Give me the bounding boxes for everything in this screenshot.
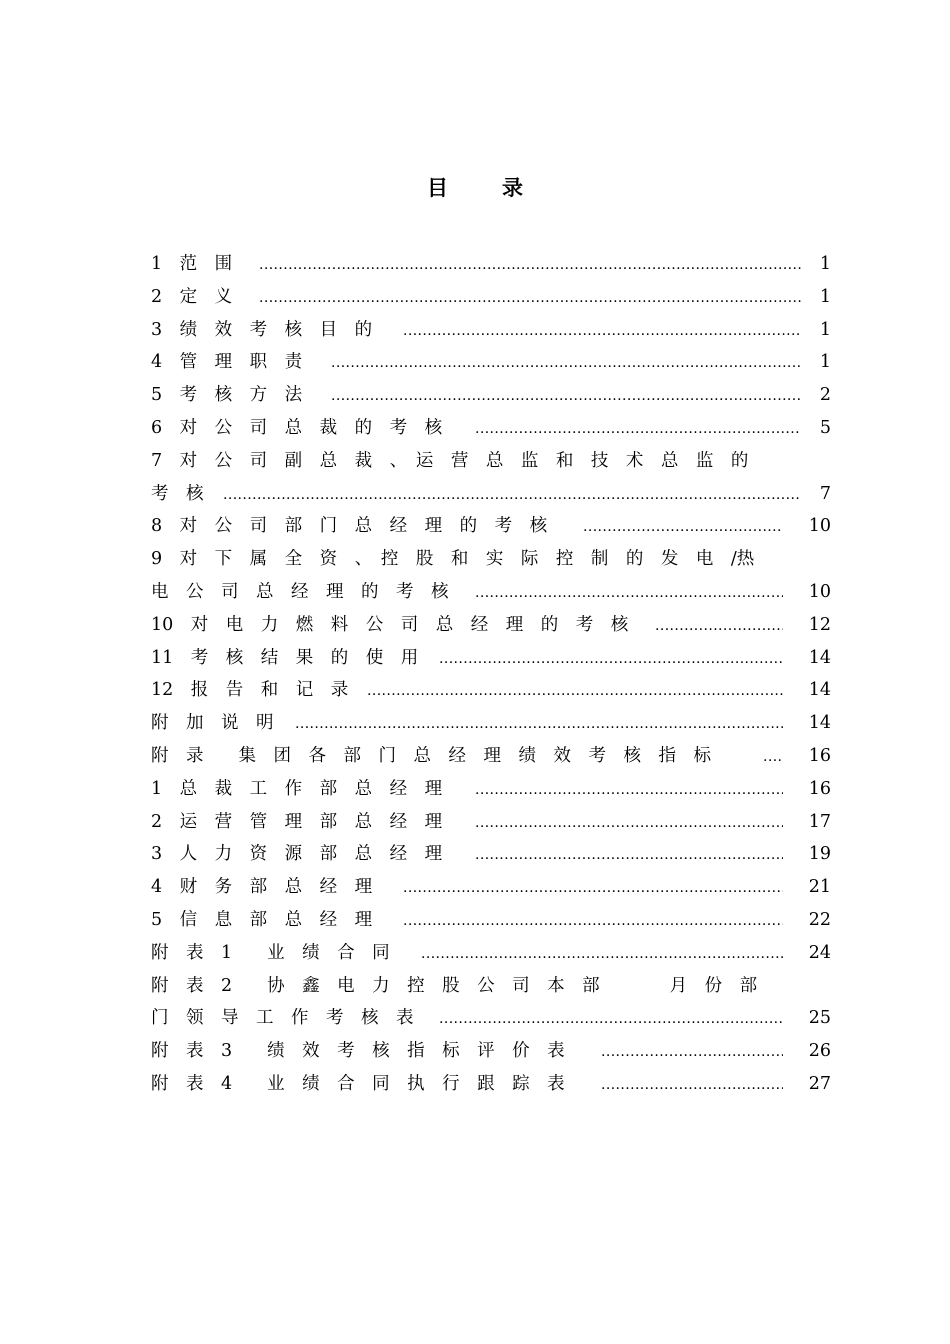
- toc-entry-label: 考 核: [151, 483, 204, 504]
- dot-leader: [601, 1035, 783, 1068]
- toc-entry-page: 24: [808, 942, 831, 963]
- dot-leader: [475, 773, 783, 806]
- toc-entry-page: 19: [808, 844, 831, 865]
- dot-leader: [439, 642, 783, 675]
- toc-entry-page: 14: [808, 713, 831, 734]
- title-char-2: 录: [502, 175, 523, 200]
- dot-leader: [367, 674, 783, 707]
- toc-entry-label: 4 财 务 部 总 经 理: [151, 877, 373, 898]
- dot-leader: [259, 281, 801, 314]
- toc-entry-label: 电 公 司 总 经 理 的 考 核: [151, 581, 449, 602]
- toc-entry-page: 2: [819, 385, 831, 406]
- toc-entry-label: 1 范 围: [151, 254, 233, 274]
- toc-entry[interactable]: [151, 806, 831, 839]
- dot-leader: [475, 412, 801, 445]
- toc-entry-page: 10: [808, 581, 831, 602]
- toc-entry[interactable]: [151, 576, 831, 609]
- toc-entry[interactable]: [151, 281, 831, 314]
- dot-leader: [331, 346, 801, 379]
- page-title: [0, 172, 950, 202]
- dot-leader: [403, 314, 801, 347]
- toc-entry-label: 附 加 说 明: [151, 713, 274, 734]
- dot-leader: [475, 838, 783, 871]
- toc-entry-wrapped-line[interactable]: [151, 970, 831, 1003]
- toc-entry-page: 21: [808, 877, 831, 898]
- toc-entry-page: 22: [808, 909, 831, 930]
- toc-entry[interactable]: [151, 510, 831, 543]
- dot-leader: [583, 510, 783, 543]
- toc-entry[interactable]: [151, 379, 831, 412]
- dot-leader: [601, 1068, 783, 1101]
- toc-entry-page: 25: [808, 1008, 831, 1029]
- toc-entry-label: 8 对 公 司 部 门 总 经 理 的 考 核: [151, 516, 548, 537]
- dot-leader: [475, 806, 783, 839]
- toc-entry-label: 3 绩 效 考 核 目 的: [151, 319, 373, 340]
- toc-entry-label: 1 总 裁 工 作 部 总 经 理: [151, 778, 443, 799]
- toc-entry[interactable]: [151, 674, 831, 707]
- toc-entry-wrapped-line[interactable]: [151, 543, 831, 576]
- toc-entry-label: 附 表 4 业 绩 合 同 执 行 跟 踪 表: [151, 1073, 565, 1094]
- toc-entry[interactable]: [151, 478, 831, 511]
- toc-entry-wrapped-line[interactable]: [151, 445, 831, 478]
- toc-entry-label-line1: 9 对 下 属 全 资 、 控 股 和 实 际 控 制 的 发 电 /热: [151, 549, 755, 570]
- toc-entry-label: 附 表 3 绩 效 考 核 指 标 评 价 表: [151, 1041, 565, 1062]
- toc-entry[interactable]: [151, 1068, 831, 1101]
- toc-entry[interactable]: [151, 707, 831, 740]
- toc-entry-label: 10 对 电 力 燃 料 公 司 总 经 理 的 考 核: [151, 614, 629, 635]
- toc-entry-label: 附 表 1 业 绩 合 同: [151, 942, 390, 963]
- toc-entry-label: 11 考 核 结 果 的 使 用: [151, 647, 419, 668]
- toc-entry[interactable]: [151, 740, 831, 773]
- toc-entry[interactable]: [151, 346, 831, 379]
- toc-entry[interactable]: [151, 248, 831, 281]
- dot-leader: [475, 576, 783, 609]
- dot-leader: [331, 379, 801, 412]
- toc-entry-page: 7: [819, 483, 831, 504]
- dot-leader: [403, 904, 783, 937]
- toc-entry[interactable]: [151, 642, 831, 675]
- title-char-1: 目: [427, 175, 448, 200]
- toc-entry-page: 26: [808, 1041, 831, 1062]
- dot-leader: [763, 740, 783, 773]
- toc-entry-page: 5: [819, 417, 831, 438]
- toc-entry[interactable]: [151, 871, 831, 904]
- toc-entry-label: 12 报 告 和 记 录: [151, 680, 349, 701]
- toc-entry[interactable]: [151, 838, 831, 871]
- dot-leader: [421, 937, 783, 970]
- toc-entry-label: 门 领 导 工 作 考 核 表: [151, 1008, 414, 1029]
- toc-entry-page: 1: [819, 286, 831, 307]
- toc-entry-page: 17: [808, 811, 831, 832]
- toc-entry-label: 6 对 公 司 总 裁 的 考 核: [151, 417, 443, 438]
- toc-entry-label: 3 人 力 资 源 部 总 经 理: [151, 844, 443, 865]
- toc-entry-label: 5 信 息 部 总 经 理: [151, 909, 373, 930]
- dot-leader: [403, 871, 783, 904]
- toc-entry-page: 12: [808, 614, 831, 635]
- toc-entry-label-line1: 7 对 公 司 副 总 裁 、 运 营 总 监 和 技 术 总 监 的: [151, 450, 749, 471]
- toc-entry-label: 5 考 核 方 法: [151, 385, 303, 406]
- toc-entry[interactable]: [151, 773, 831, 806]
- toc-entry-label: 2 运 营 管 理 部 总 经 理: [151, 811, 443, 832]
- toc-entry-page: 10: [808, 516, 831, 537]
- toc-entry-page: 1: [819, 352, 831, 373]
- toc-entry-page: 14: [808, 680, 831, 701]
- dot-leader: [655, 609, 783, 642]
- toc-entry[interactable]: [151, 1002, 831, 1035]
- toc-entry-page: 1: [819, 254, 831, 274]
- table-of-contents: [151, 248, 831, 1101]
- toc-entry-label: 4 管 理 职 责: [151, 352, 303, 373]
- dot-leader: [259, 248, 801, 281]
- toc-entry-page: 16: [808, 745, 831, 766]
- toc-entry-page: 16: [808, 778, 831, 799]
- toc-entry[interactable]: [151, 314, 831, 347]
- toc-entry-label-line1: 附 表 2 协 鑫 电 力 控 股 公 司 本 部 月 份 部: [151, 975, 758, 996]
- toc-entry[interactable]: [151, 1035, 831, 1068]
- toc-entry[interactable]: [151, 937, 831, 970]
- toc-entry-label: 2 定 义: [151, 286, 233, 307]
- toc-entry-label: 附 录 集 团 各 部 门 总 经 理 绩 效 考 核 指 标: [151, 745, 711, 766]
- dot-leader: [295, 707, 783, 740]
- toc-entry-page: 14: [808, 647, 831, 668]
- dot-leader: [439, 1002, 783, 1035]
- toc-entry[interactable]: [151, 904, 831, 937]
- toc-entry-page: 1: [819, 319, 831, 340]
- toc-entry-page: 27: [808, 1073, 831, 1094]
- toc-entry[interactable]: [151, 412, 831, 445]
- toc-entry[interactable]: [151, 609, 831, 642]
- dot-leader: [223, 478, 801, 511]
